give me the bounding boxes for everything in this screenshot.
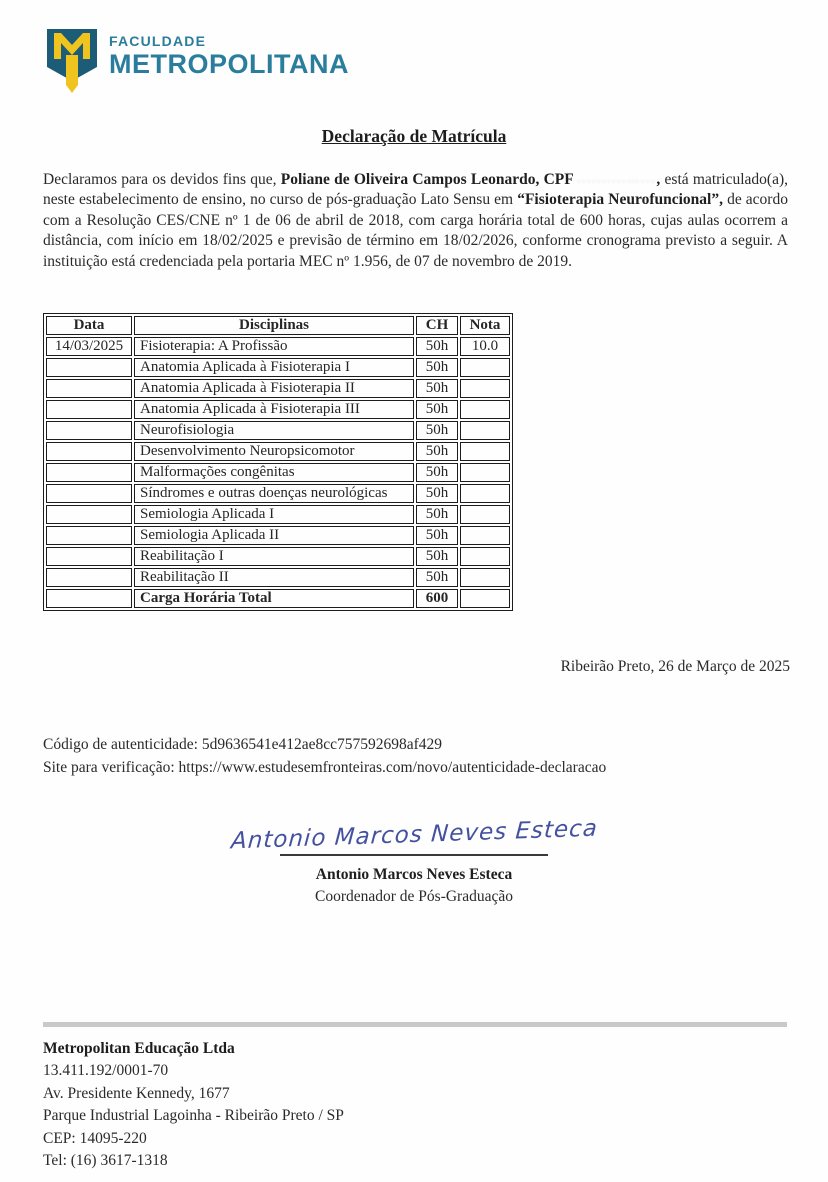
cell-nota: 10.0 bbox=[460, 337, 510, 356]
cell-ch: 50h bbox=[416, 421, 458, 440]
cell-nota bbox=[460, 526, 510, 545]
cell-ch: 50h bbox=[416, 400, 458, 419]
table-row bbox=[46, 337, 510, 356]
signatory-role: Coordenador de Pós-Graduação bbox=[315, 888, 513, 905]
cell-data bbox=[46, 442, 132, 461]
intro-part1: Declaramos para os devidos fins que, bbox=[43, 171, 281, 188]
table-row bbox=[46, 379, 510, 398]
cell-ch: 50h bbox=[416, 568, 458, 587]
col-header-data: Data bbox=[46, 316, 132, 335]
col-header-ch: CH bbox=[416, 316, 458, 335]
cell-disciplina: Neurofisiologia bbox=[134, 421, 414, 440]
cell-data bbox=[46, 568, 132, 587]
cell-nota bbox=[460, 568, 510, 587]
cell-disciplina: Anatomia Aplicada à Fisioterapia I bbox=[134, 358, 414, 377]
authenticity-block bbox=[43, 734, 788, 779]
student-name-cpf: Poliane de Oliveira Campos Leonardo, CPF bbox=[280, 171, 578, 188]
cell-data: 14/03/2025 bbox=[46, 337, 132, 356]
cell-ch: 50h bbox=[416, 337, 458, 356]
table-row bbox=[46, 568, 510, 587]
cell-nota bbox=[460, 484, 510, 503]
cell-data bbox=[46, 484, 132, 503]
table-header-row bbox=[46, 316, 510, 335]
cell-nota bbox=[460, 442, 510, 461]
cell-nota bbox=[460, 463, 510, 482]
cell-ch: 50h bbox=[416, 505, 458, 524]
logo-line-faculdade: FACULDADE bbox=[109, 33, 207, 49]
cell-data bbox=[46, 421, 132, 440]
document-title: Declaração de Matrícula bbox=[321, 126, 507, 146]
table-row bbox=[46, 400, 510, 419]
footer-cnpj: 13.411.192/0001-70 bbox=[43, 1062, 169, 1080]
cell-disciplina: Reabilitação I bbox=[134, 547, 414, 566]
logo bbox=[45, 27, 349, 99]
signature-line bbox=[280, 854, 548, 856]
cell-disciplina: Desenvolvimento Neuropsicomotor bbox=[134, 442, 414, 461]
intro-part3: de acordo com a Resolução CES/CNE nº 1 de 06 de abril de 2018, com carga horária total de 600 horas, cujas aulas ocorrem a distância, com início em 18/02/2025 e previsão de término em 18/02/2026, conforme cronograma previsto a seguir. A instituição está credenciada pela portaria MEC nº 1.956, de 07 de novembro de 2019. bbox=[43, 191, 788, 270]
cell-ch: 50h bbox=[416, 379, 458, 398]
logo-wordmark bbox=[109, 34, 349, 78]
verification-site-line: Site para verificação: https://www.estudesemfronteiras.com/novo/autenticidade-declaracao bbox=[43, 758, 607, 776]
footer-company: Metropolitan Educação Ltda bbox=[43, 1040, 235, 1057]
shield-m-logo-icon bbox=[45, 27, 99, 99]
cell-data bbox=[46, 526, 132, 545]
cell-nota bbox=[460, 505, 510, 524]
cell-nota bbox=[460, 547, 510, 566]
col-header-nota: Nota bbox=[460, 316, 510, 335]
footer-address2: Parque Industrial Lagoinha - Ribeirão Preto / SP bbox=[43, 1107, 344, 1125]
cell-ch: 50h bbox=[416, 442, 458, 461]
cell-nota bbox=[460, 400, 510, 419]
footer-address1: Av. Presidente Kennedy, 1677 bbox=[43, 1084, 230, 1102]
cell-disciplina: Reabilitação II bbox=[134, 568, 414, 587]
auth-code-line: Código de autenticidade: 5d9636541e412ae8cc757592698af429 bbox=[43, 736, 443, 753]
table-row bbox=[46, 505, 510, 524]
intro-part2: está matriculado(a), neste estabelecimento de ensino, no curso de pós-graduação Lato Sensu em bbox=[43, 171, 789, 209]
cell-total-ch: 600 bbox=[416, 589, 458, 608]
cell-disciplina: Anatomia Aplicada à Fisioterapia II bbox=[134, 379, 414, 398]
intro-comma: , bbox=[656, 171, 661, 188]
table-row bbox=[46, 358, 510, 377]
intro-paragraph bbox=[43, 170, 788, 272]
cell-ch: 50h bbox=[416, 547, 458, 566]
table-row bbox=[46, 526, 510, 545]
cell-disciplina: Anatomia Aplicada à Fisioterapia III bbox=[134, 400, 414, 419]
cell-nota bbox=[460, 379, 510, 398]
logo-line-metropolitana: METROPOLITANA bbox=[109, 49, 349, 79]
cell-nota bbox=[460, 421, 510, 440]
table-row bbox=[46, 421, 510, 440]
cell-ch: 50h bbox=[416, 463, 458, 482]
cell-data bbox=[46, 505, 132, 524]
cell-ch: 50h bbox=[416, 484, 458, 503]
cell-disciplina: Síndromes e outras doenças neurológicas bbox=[134, 484, 414, 503]
cell-total-label: Carga Horária Total bbox=[134, 589, 414, 608]
table-row bbox=[46, 547, 510, 566]
signatory-name: Antonio Marcos Neves Esteca bbox=[315, 866, 513, 883]
cell-data bbox=[46, 463, 132, 482]
table-row bbox=[46, 442, 510, 461]
cell-disciplina: Fisioterapia: A Profissão bbox=[134, 337, 414, 356]
cell-nota bbox=[460, 358, 510, 377]
footer-tel: Tel: (16) 3617-1318 bbox=[43, 1152, 168, 1170]
signature-block bbox=[0, 815, 828, 908]
course-name: “Fisioterapia Neurofuncional”, bbox=[517, 191, 723, 209]
cell-data bbox=[46, 400, 132, 419]
footer bbox=[43, 1022, 787, 1172]
cell-ch: 50h bbox=[416, 526, 458, 545]
cell-data bbox=[46, 379, 132, 398]
cell-data bbox=[46, 547, 132, 566]
table-row bbox=[46, 463, 510, 482]
col-header-disciplinas: Disciplinas bbox=[134, 316, 414, 335]
cell-data bbox=[46, 358, 132, 377]
footer-cep: CEP: 14095-220 bbox=[43, 1129, 147, 1147]
cell-data bbox=[46, 589, 132, 608]
footer-divider bbox=[43, 1022, 787, 1027]
matricula-table bbox=[43, 313, 513, 611]
cpf-redacted: ..........…... bbox=[577, 171, 657, 185]
cell-nota bbox=[460, 589, 510, 608]
cell-ch: 50h bbox=[416, 358, 458, 377]
table-row bbox=[46, 484, 510, 503]
place-date-line: Ribeirão Preto, 26 de Março de 2025 bbox=[560, 658, 790, 675]
handwritten-signature: Antonio Marcos Neves Esteca bbox=[229, 815, 599, 855]
cell-disciplina: Semiologia Aplicada I bbox=[134, 505, 414, 524]
cell-disciplina: Malformações congênitas bbox=[134, 463, 414, 482]
cell-disciplina: Semiologia Aplicada II bbox=[134, 526, 414, 545]
table-total-row bbox=[46, 589, 510, 608]
